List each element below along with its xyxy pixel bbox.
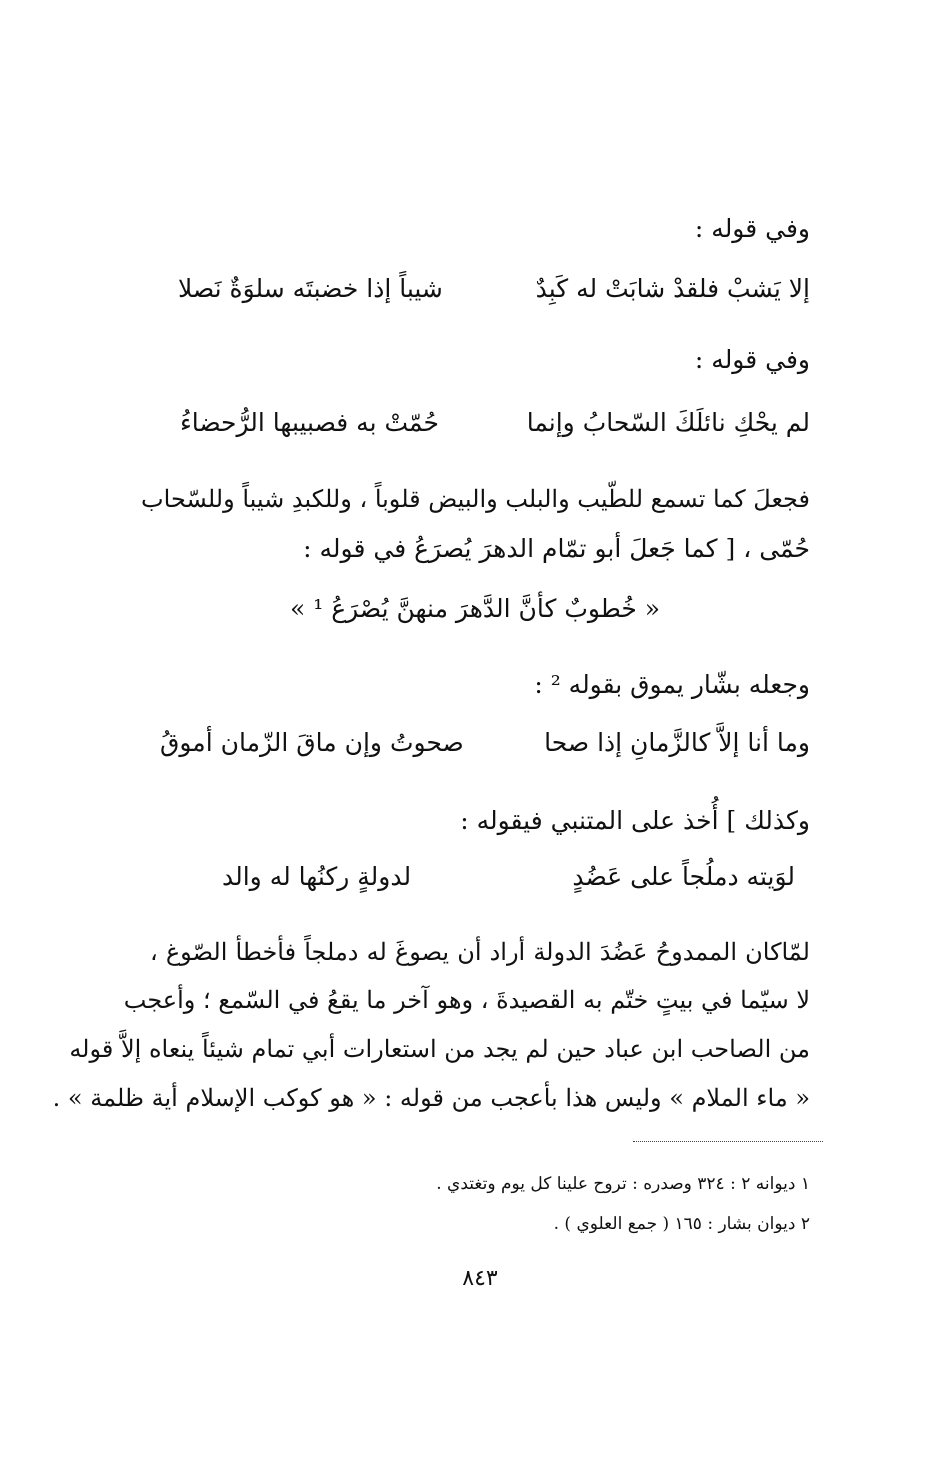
- intro-bashshar: وجعله بشّار يموق بقوله ² :: [534, 670, 810, 699]
- heading-fi-qawlihi-2: وفي قوله :: [694, 345, 810, 374]
- verse-3: [160, 726, 810, 760]
- footnote-2: ٢ ديوان بشار : ١٦٥ ( جمع العلوي ) .: [553, 1214, 810, 1234]
- verse-4-second-hemistich: لدولةٍ ركنُها له والد: [222, 862, 412, 891]
- paragraph-2-line-2: لا سيّما في بيتٍ ختّم به القصيدةَ ، وهو آخر ما يقعُ في السّمع ؛ وأعجب: [123, 986, 810, 1014]
- verse-2: [180, 406, 810, 440]
- quoted-hemistich: « خُطوبٌ كأنَّ الدَّهرَ منهنَّ يُصْرَعُ ¹ »: [289, 594, 661, 623]
- page-number: ٨٤٣: [462, 1266, 498, 1291]
- verse-4-first-hemistich: لوَيته دملُجاً على عَضُدٍ: [572, 862, 795, 891]
- paragraph-2-line-1: لمّاكان الممدوحُ عَضُدَ الدولة أراد أن يصوغَ له دملجاً فأخطأ الصّوغ ،: [150, 938, 810, 966]
- footnote-separator: [633, 1141, 823, 1142]
- paragraph-1-line-2: حُمّى ، [ كما جَعلَ أبو تمّام الدهرَ يُصرَعُ في قوله :: [303, 534, 810, 563]
- verse-2-second-hemistich: حُمّتْ به فصبيبها الرُّحضاءُ: [180, 408, 439, 437]
- intro-mutanabbi: وكذلك ] أُخذ على المتنبي فيقوله :: [460, 806, 810, 835]
- verse-3-first-hemistich: وما أنا إلاَّ كالزَّمانِ إذا صحا: [544, 728, 810, 757]
- verse-2-first-hemistich: لم يحْكِ نائلَكَ السّحابُ وإنما: [526, 408, 810, 437]
- paragraph-2-line-3: من الصاحب ابن عباد حين لم يجد من استعارات أبي تمام شيئاً ينعاه إلاَّ قوله: [69, 1035, 810, 1063]
- paragraph-2-line-4: « ماء الملام » وليس هذا بأعجب من قوله : « هو كوكب الإسلام أية ظلمة » .: [52, 1084, 810, 1112]
- verse-1: [178, 272, 810, 306]
- paragraph-1-line-1: فجعلَ كما تسمع للطّيب والبلب والبيض قلوباً ، وللكبدِ شيباً وللسّحاب: [141, 485, 810, 513]
- verse-1-first-hemistich: إلا يَشبْ فلقدْ شابَتْ له كَبِدٌ: [535, 274, 810, 303]
- heading-fi-qawlihi-1: وفي قوله :: [694, 214, 810, 243]
- verse-1-second-hemistich: شيباً إذا خضبتَه سلوَةٌ نَصلا: [178, 274, 443, 303]
- footnote-1: ١ ديوانه ٢ : ٣٢٤ وصدره : تروح علينا كل يوم وتغتدي .: [436, 1174, 810, 1194]
- verse-4: [222, 860, 795, 894]
- verse-3-second-hemistich: صحوتُ وإن ماقَ الزّمان أموقُ: [160, 728, 464, 757]
